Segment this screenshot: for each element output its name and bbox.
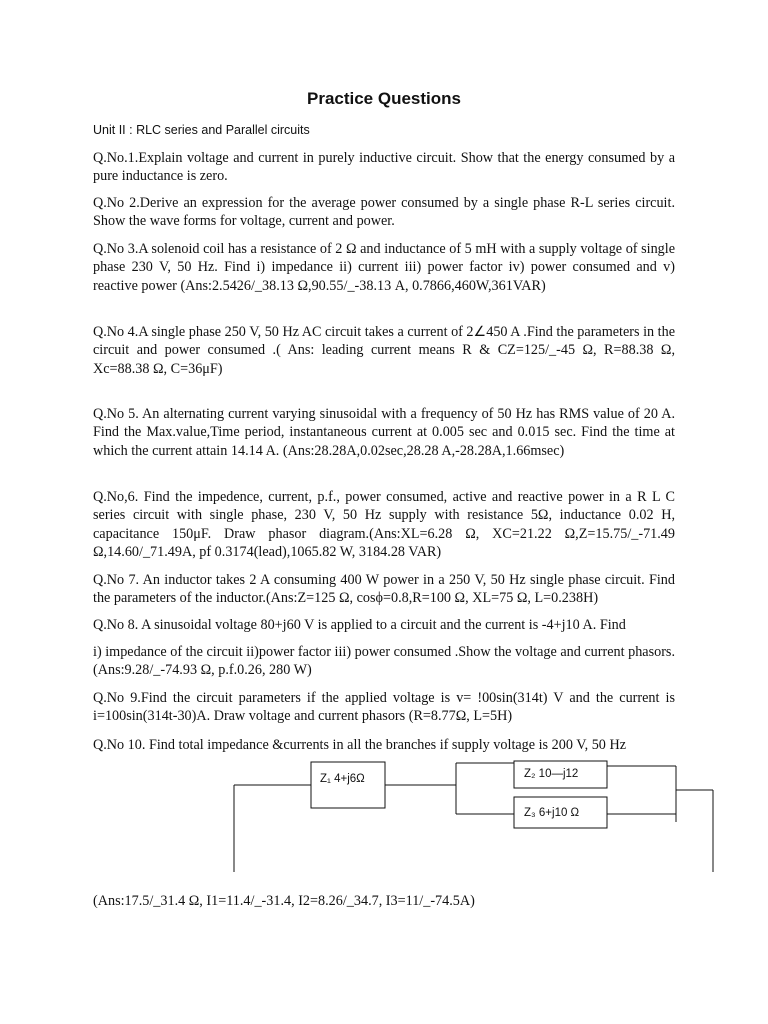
question-10: Q.No 10. Find total impedance &currents in all the branches if supply voltage is 200 V, 50 Hz — [93, 737, 626, 753]
question-4: Q.No 4.A single phase 250 V, 50 Hz AC circuit takes a current of 2∠450 A .Find the parameters in the circuit and power consumed .( Ans: leading current means R & CZ=125/_-45 Ω, R=88.38 Ω, Xc=88.38 Ω, C=36μF) — [93, 324, 675, 377]
question-9: Q.No 9.Find the circuit parameters if the applied voltage is v= !00sin(314t) V and the current is i=100sin(314t-30)A. Draw voltage and current phasors (R=8.77Ω, L=5H) — [93, 690, 675, 725]
question-6: Q.No,6. Find the impedence, current, p.f., power consumed, active and reactive power in a R L C series circuit with single phase, 230 V, 50 Hz supply with resistance 5Ω, inductance 0.02 H, capacitance 150μF. Draw phasor diagram.(Ans:XL=6.28 Ω, XC=21.22 Ω,Z=15.75/_-71.49 Ω,14.60/_71.49A, pf 0.3174(lead),1065.82 W, 3184.28 VAR) — [93, 489, 675, 560]
z2-label: Z₂ 10—j12 — [524, 768, 579, 780]
z1-label: Z₁ 4+j6Ω — [320, 773, 365, 785]
answer-q10: (Ans:17.5/_31.4 Ω, I1=11.4/_-31.4, I2=8.26/_34.7, I3=11/_-74.5A) — [93, 893, 475, 909]
question-2: Q.No 2.Derive an expression for the average power consumed by a single phase R-L series circuit. Show the wave forms for voltage, current and power. — [93, 195, 675, 230]
question-3: Q.No 3.A solenoid coil has a resistance of 2 Ω and inductance of 5 mH with a supply voltage of single phase 230 V, 50 Hz. Find i) impedance ii) current iii) power factor iv) power consumed and v) reactive power (Ans:2.5426/_38.13 Ω,90.55/_-38.13 A, 0.7866,460W,361VAR) — [93, 241, 675, 294]
question-7: Q.No 7. An inductor takes 2 A consuming 400 W power in a 250 V, 50 Hz single phase circuit. Find the parameters of the inductor.(Ans:Z=125 Ω, cosϕ=0.8,R=100 Ω, XL=75 Ω, L=0.238H) — [93, 572, 675, 607]
question-5: Q.No 5. An alternating current varying sinusoidal with a frequency of 50 Hz has RMS value of 20 A. Find the Max.value,Time period, instantaneous current at 0.005 sec and 0.015 sec. Find the time at which the current attain 14.14 A. (Ans:28.28A,0.02sec,28.28 A,-28.28A,1.66msec) — [93, 406, 675, 459]
z1-box — [311, 762, 385, 808]
question-1: Q.No.1.Explain voltage and current in purely inductive circuit. Show that the energy consumed by a pure inductance is zero. — [93, 150, 675, 185]
question-8: Q.No 8. A sinusoidal voltage 80+j60 V is applied to a circuit and the current is -4+j10 A. Find — [93, 617, 626, 633]
unit-subtitle: Unit II : RLC series and Parallel circuits — [93, 123, 310, 137]
z3-label: Z₃ 6+j10 Ω — [524, 807, 580, 819]
question-8-parts: i) impedance of the circuit ii)power factor iii) power consumed .Show the voltage and current phasors.(Ans:9.28/_-74.93 Ω, p.f.0.26, 280 W) — [93, 644, 675, 679]
page-title: Practice Questions — [306, 89, 461, 108]
